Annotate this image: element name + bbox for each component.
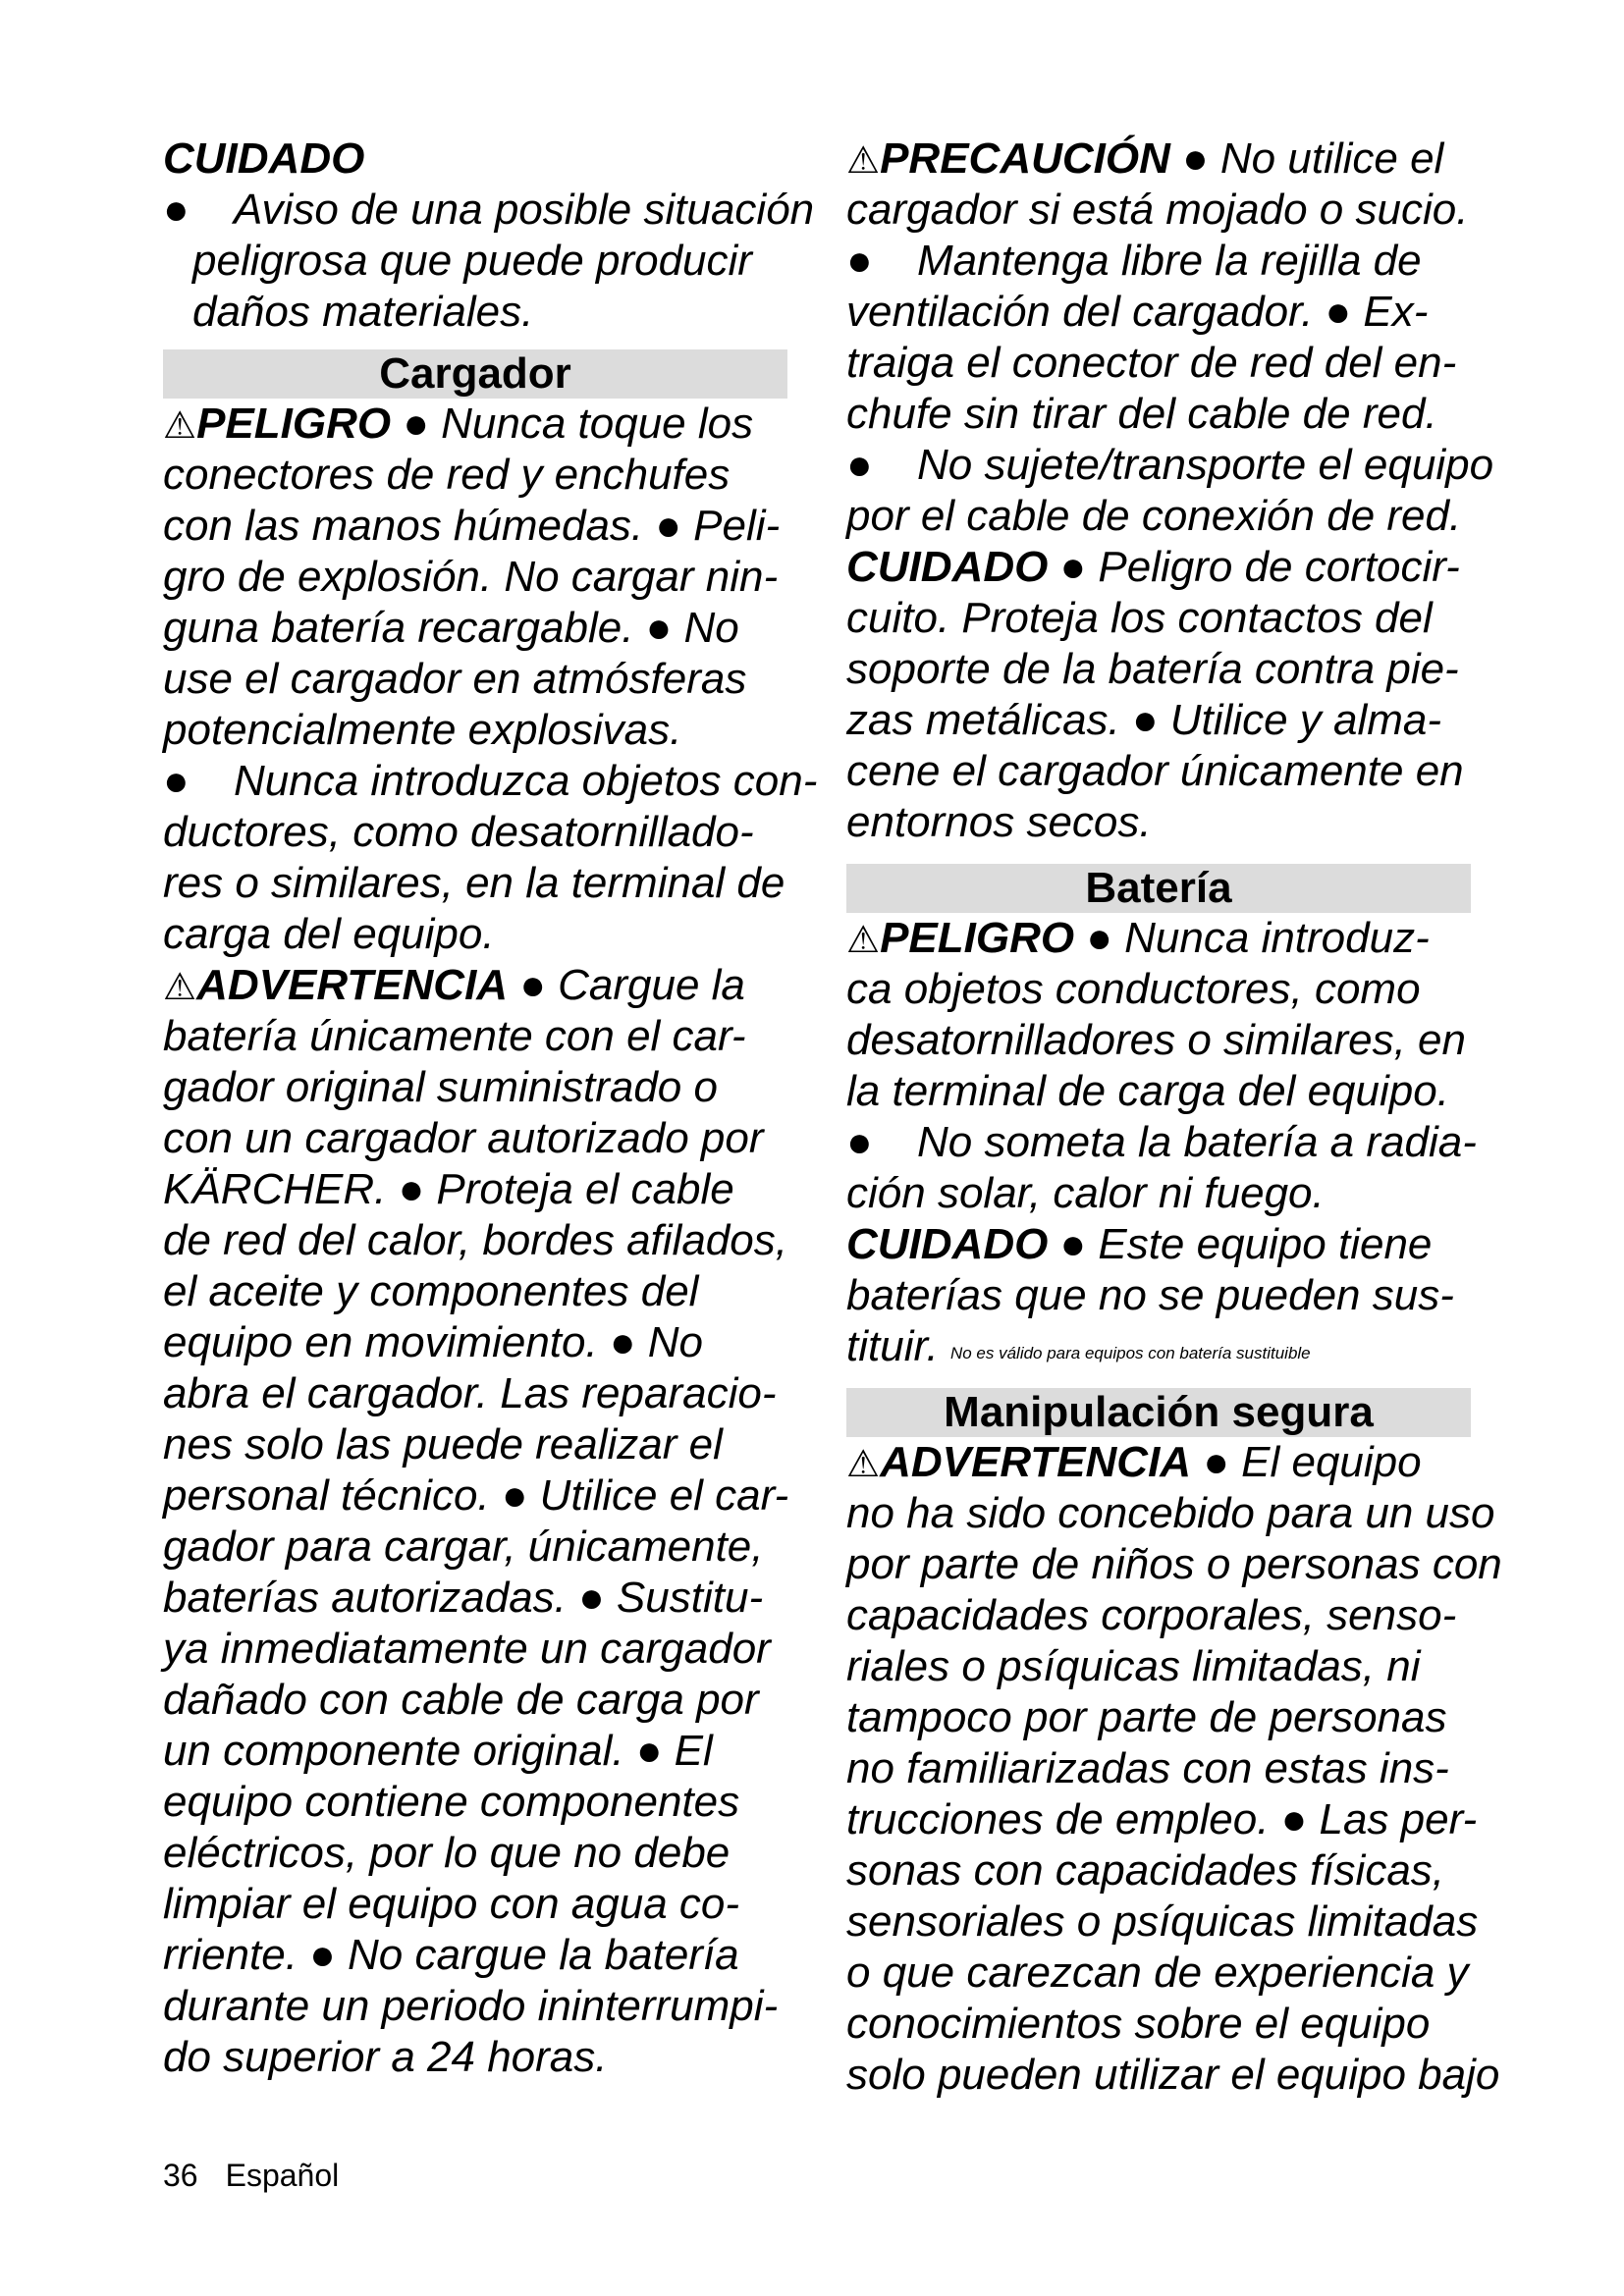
text-line: conectores de red y enchufes — [163, 451, 731, 499]
cuidado-keyword: CUIDADO — [846, 543, 1049, 591]
text-line: do superior a 24 horas. — [163, 2033, 608, 2081]
text-line: zas metálicas. ● Utilice y alma- — [846, 696, 1442, 744]
nunca-bullet-line: ● Nunca introduzca objetos con- — [163, 757, 818, 805]
section-heading-manipulacion: Manipulación segura — [846, 1388, 1471, 1437]
someta-bullet-line: ● No someta la batería a radia- — [846, 1118, 1477, 1166]
cuidado-heading: CUIDADO — [163, 134, 365, 183]
cuidado-line: CUIDADO ● Peligro de cortocir- — [846, 543, 1460, 591]
text-line: la terminal de carga del equipo. — [846, 1067, 1449, 1115]
text-line: por parte de niños o personas con — [846, 1540, 1502, 1588]
text-line: gador para cargar, únicamente, — [163, 1522, 764, 1571]
warning-triangle-icon: ⚠ — [163, 405, 197, 447]
text-line: daños materiales. — [192, 288, 534, 336]
text-line: por el cable de conexión de red. — [846, 492, 1462, 540]
text-line: entornos secos. — [846, 798, 1152, 846]
text-line: durante un periodo ininterrumpi- — [163, 1982, 779, 2030]
peligro-line: ⚠PELIGRO ● Nunca introduz- — [846, 914, 1430, 962]
text-line: rriente. ● No cargue la batería — [163, 1931, 739, 1979]
text-line: limpiar el equipo con agua co- — [163, 1880, 740, 1928]
peligro-line: ⚠PELIGRO ● Nunca toque los — [163, 400, 754, 448]
advertencia-keyword: ADVERTENCIA — [880, 1438, 1192, 1486]
section-heading-bateria: Batería — [846, 864, 1471, 913]
text-line: batería únicamente con el car- — [163, 1012, 746, 1060]
text-line: soporte de la batería contra pie- — [846, 645, 1459, 693]
text-line: no ha sido concebido para un uso — [846, 1489, 1495, 1537]
text-line: gro de explosión. No cargar nin- — [163, 553, 779, 601]
text-line: equipo contiene componentes — [163, 1778, 740, 1826]
bullet-icon: ● — [846, 1118, 873, 1166]
text-line: abra el cargador. Las reparacio- — [163, 1369, 777, 1417]
text-line: use el cargador en atmósferas — [163, 655, 747, 703]
text-line: ya inmediatamente un cargador — [163, 1625, 771, 1673]
text-line: cuito. Proteja los contactos del — [846, 594, 1433, 642]
bullet-icon: ● — [163, 757, 189, 805]
precaucion-keyword: PRECAUCIÓN — [880, 134, 1170, 183]
footer-language: Español — [225, 2158, 340, 2193]
mantenga-bullet-line: ● Mantenga libre la rejilla de — [846, 237, 1422, 285]
precaucion-line: ⚠PRECAUCIÓN ● No utilice el — [846, 134, 1444, 183]
text-line: capacidades corporales, senso- — [846, 1591, 1457, 1639]
text-line: cargador si está mojado o sucio. — [846, 186, 1469, 234]
text-line: cene el cargador únicamente en — [846, 747, 1464, 795]
text-line: ductores, como desatornillado- — [163, 808, 754, 856]
text-line: tampoco por parte de personas — [846, 1693, 1447, 1741]
bullet-icon: ● — [846, 441, 873, 489]
text-line: o que carezcan de experiencia y — [846, 1949, 1469, 1997]
text-line: con un cargador autorizado por — [163, 1114, 764, 1162]
text-line: trucciones de empleo. ● Las per- — [846, 1795, 1478, 1843]
text-line: sonas con capacidades físicas, — [846, 1846, 1445, 1895]
cuidado-keyword: CUIDADO — [846, 1220, 1049, 1268]
text-line: un componente original. ● El — [163, 1727, 713, 1775]
peligro-keyword: PELIGRO — [880, 914, 1075, 962]
text-line: riales o psíquicas limitadas, ni — [846, 1642, 1421, 1690]
text-line: baterías autorizadas. ● Sustitu- — [163, 1574, 764, 1622]
text-line: peligrosa que puede producir — [192, 237, 752, 285]
advertencia-keyword: ADVERTENCIA — [196, 961, 509, 1009]
text-line: sensoriales o psíquicas limitadas — [846, 1897, 1479, 1946]
right-column — [846, 133, 1502, 2101]
warning-triangle-icon: ⚠ — [846, 1444, 881, 1485]
text-line: dañado con cable de carga por — [163, 1676, 759, 1724]
text-line: KÄRCHER. ● Proteja el cable — [163, 1165, 734, 1213]
text-line: ca objetos conductores, como — [846, 965, 1421, 1013]
sujete-bullet-line: ● No sujete/transporte el equipo — [846, 441, 1494, 489]
warning-triangle-icon: ⚠ — [846, 140, 881, 182]
advertencia-line: ⚠ADVERTENCIA ● El equipo — [846, 1438, 1422, 1486]
text-line: de red del calor, bordes afilados, — [163, 1216, 787, 1264]
text-line: equipo en movimiento. ● No — [163, 1318, 703, 1366]
text-line: con las manos húmedas. ● Peli- — [163, 502, 781, 550]
bullet-icon: ● — [846, 237, 873, 285]
section-heading-cargador: Cargador — [163, 349, 787, 399]
text-line: desatornilladores o similares, en — [846, 1016, 1466, 1064]
cuidado2-line: CUIDADO ● Este equipo tiene — [846, 1220, 1433, 1268]
text-line: conocimientos sobre el equipo — [846, 2000, 1431, 2048]
text-line: gador original suministrado o — [163, 1063, 718, 1111]
text-line: potencialmente explosivas. — [163, 706, 682, 754]
page-footer — [163, 2156, 339, 2195]
peligro-keyword: PELIGRO — [196, 400, 392, 448]
text-line: el aceite y componentes del — [163, 1267, 699, 1315]
text-line: guna batería recargable. ● No — [163, 604, 739, 652]
text-line: personal técnico. ● Utilice el car- — [163, 1471, 789, 1520]
text-line: nes solo las puede realizar el — [163, 1420, 723, 1468]
left-column — [163, 133, 818, 2083]
text-line: res o similares, en la terminal de — [163, 859, 785, 907]
text-line: carga del equipo. — [163, 910, 495, 958]
text-line: eléctricos, por lo que no debe — [163, 1829, 731, 1877]
text-line: no familiarizadas con estas ins- — [846, 1744, 1449, 1792]
footnote-note: No es válido para equipos con batería sustituible — [949, 1344, 1311, 1362]
warning-triangle-icon: ⚠ — [846, 920, 881, 961]
text-line: solo pueden utilizar el equipo bajo — [846, 2051, 1500, 2099]
text-line: ción solar, calor ni fuego. — [846, 1169, 1325, 1217]
page-number: 36 — [163, 2158, 198, 2193]
cuidado-bullet-line: ● Aviso de una posible situación — [163, 186, 815, 234]
text-line: baterías que no se pueden sus- — [846, 1271, 1454, 1319]
advertencia-line: ⚠ADVERTENCIA ● Cargue la — [163, 961, 745, 1009]
text-line: ventilación del cargador. ● Ex- — [846, 288, 1429, 336]
cuidado2-last-line: tituir. No es válido para equipos con batería sustituible — [846, 1322, 1311, 1370]
text-line: traiga el conector de red del en- — [846, 339, 1457, 387]
bullet-icon: ● — [163, 186, 189, 234]
warning-triangle-icon: ⚠ — [163, 967, 197, 1008]
text-line: chufe sin tirar del cable de red. — [846, 390, 1437, 438]
